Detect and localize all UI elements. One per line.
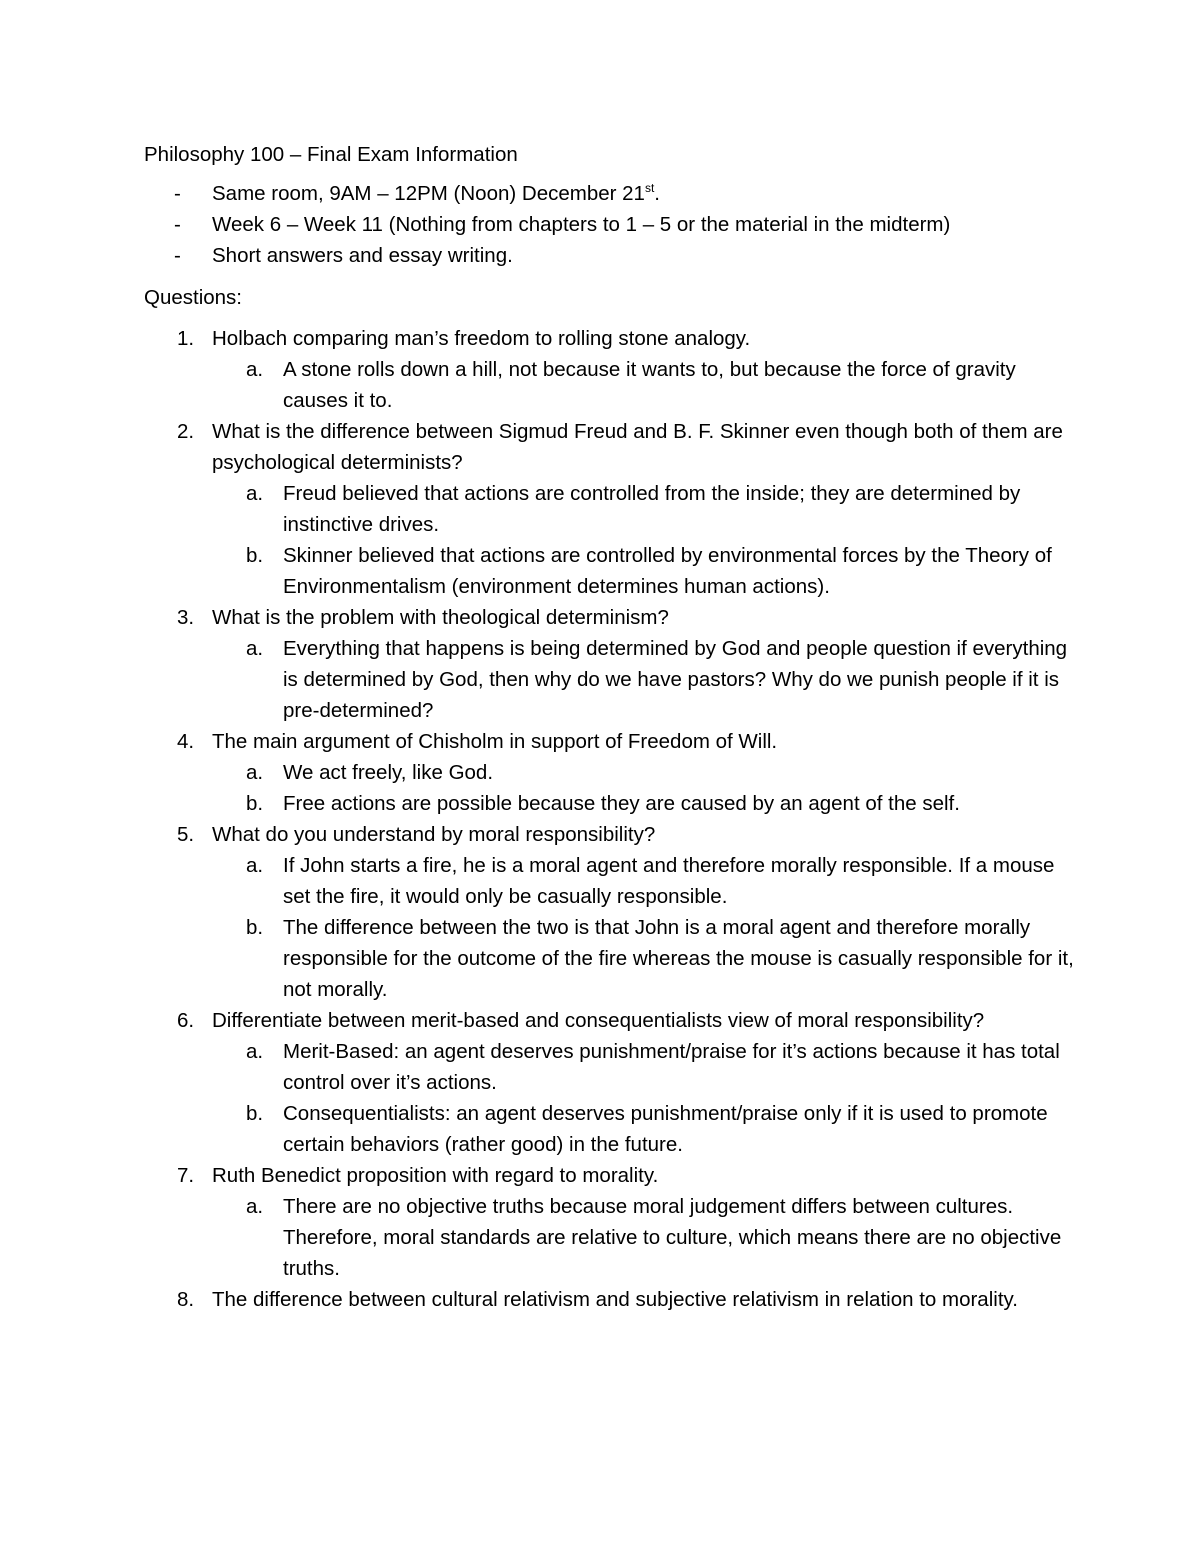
- answer-text: Consequentialists: an agent deserves punishment/praise only if it is used to promote certain behaviors (rather good) in the future.: [283, 1102, 1048, 1156]
- info-text: Same room, 9AM – 12PM (Noon) December 21: [212, 182, 645, 205]
- question-text: The main argument of Chisholm in support of Freedom of Will.: [212, 730, 778, 753]
- answer-text: We act freely, like God.: [283, 761, 494, 784]
- info-text: Week 6 – Week 11 (Nothing from chapters to 1 – 5 or the material in the midterm): [212, 213, 951, 236]
- answer-item: [212, 354, 1074, 416]
- question-text: Holbach comparing man’s freedom to rolling stone analogy.: [212, 327, 751, 350]
- question-number: 8.: [177, 1288, 195, 1311]
- answer-item: [212, 478, 1074, 540]
- answer-list: [212, 633, 1074, 726]
- answer-list: [212, 354, 1074, 416]
- info-text: Short answers and essay writing.: [212, 244, 513, 267]
- question-number: 5.: [177, 823, 195, 846]
- answer-letter: a.: [246, 1195, 264, 1218]
- question-item: [144, 726, 1074, 819]
- page-title: Philosophy 100 – Final Exam Information: [144, 143, 518, 166]
- document-page: [144, 139, 1074, 1315]
- answer-letter: b.: [246, 544, 264, 567]
- answer-text: Skinner believed that actions are controlled by environmental forces by the Theory of Environmentalism (environment determines human actions).: [283, 544, 1052, 598]
- answer-item: [212, 633, 1074, 726]
- answer-list: [212, 1191, 1074, 1284]
- question-item: [144, 1284, 1074, 1315]
- answer-letter: a.: [246, 854, 264, 877]
- dash-marker: -: [174, 213, 181, 236]
- question-number: 3.: [177, 606, 195, 629]
- info-item: [144, 240, 1074, 271]
- question-number: 7.: [177, 1164, 195, 1187]
- question-number: 6.: [177, 1009, 195, 1032]
- answer-item: [212, 1191, 1074, 1284]
- answer-item: [212, 540, 1074, 602]
- question-item: [144, 1160, 1074, 1284]
- answer-list: [212, 1036, 1074, 1160]
- answer-text: If John starts a fire, he is a moral agent and therefore morally responsible. If a mouse set the fire, it would only be casually responsible.: [283, 854, 1055, 908]
- answer-item: [212, 1098, 1074, 1160]
- answer-item: [212, 1036, 1074, 1098]
- dash-marker: -: [174, 244, 181, 267]
- question-item: [144, 323, 1074, 416]
- question-item: [144, 416, 1074, 602]
- answer-item: [212, 850, 1074, 912]
- answer-text: Free actions are possible because they are caused by an agent of the self.: [283, 792, 960, 815]
- info-item: [144, 209, 1074, 240]
- answer-list: [212, 850, 1074, 1005]
- answer-list: [212, 757, 1074, 819]
- answer-item: [212, 788, 1074, 819]
- exam-info-list: [144, 178, 1074, 271]
- question-number: 1.: [177, 327, 195, 350]
- answer-letter: b.: [246, 1102, 264, 1125]
- dash-marker: -: [174, 182, 181, 205]
- answer-letter: a.: [246, 358, 264, 381]
- question-number: 4.: [177, 730, 195, 753]
- answer-text: Merit-Based: an agent deserves punishment/praise for it’s actions because it has total control over it’s actions.: [283, 1040, 1060, 1094]
- info-text-end: .: [654, 182, 660, 205]
- ordinal-suffix: st: [644, 181, 655, 196]
- questions-list: [144, 323, 1074, 1315]
- question-text: What is the difference between Sigmud Freud and B. F. Skinner even though both of them are psychological determinists?: [212, 420, 1063, 474]
- answer-text: A stone rolls down a hill, not because it wants to, but because the force of gravity causes it to.: [283, 358, 1016, 412]
- answer-text: There are no objective truths because moral judgement differs between cultures. Therefore, moral standards are relative to culture, which means there are no objective truths.: [283, 1195, 1062, 1280]
- question-text: The difference between cultural relativism and subjective relativism in relation to morality.: [212, 1288, 1018, 1311]
- question-text: Differentiate between merit-based and consequentialists view of moral responsibility?: [212, 1009, 985, 1032]
- answer-letter: a.: [246, 637, 264, 660]
- answer-letter: a.: [246, 482, 264, 505]
- question-item: [144, 602, 1074, 726]
- question-item: [144, 819, 1074, 1005]
- question-number: 2.: [177, 420, 195, 443]
- answer-text: The difference between the two is that John is a moral agent and therefore morally responsible for the outcome of the fire whereas the mouse is casually responsible for it, not morally.: [283, 916, 1074, 1001]
- question-item: [144, 1005, 1074, 1160]
- answer-text: Freud believed that actions are controlled from the inside; they are determined by instinctive drives.: [283, 482, 1021, 536]
- question-text: What is the problem with theological determinism?: [212, 606, 669, 629]
- questions-heading: Questions:: [144, 286, 242, 309]
- answer-letter: a.: [246, 761, 264, 784]
- answer-item: [212, 912, 1074, 1005]
- answer-letter: b.: [246, 916, 264, 939]
- answer-letter: b.: [246, 792, 264, 815]
- answer-list: [212, 478, 1074, 602]
- answer-item: [212, 757, 1074, 788]
- answer-letter: a.: [246, 1040, 264, 1063]
- info-item: [144, 178, 1074, 209]
- question-text: Ruth Benedict proposition with regard to morality.: [212, 1164, 659, 1187]
- question-text: What do you understand by moral responsibility?: [212, 823, 656, 846]
- answer-text: Everything that happens is being determined by God and people question if everything is determined by God, then why do we have pastors? Why do we punish people if it is pre-determined?: [283, 637, 1068, 722]
